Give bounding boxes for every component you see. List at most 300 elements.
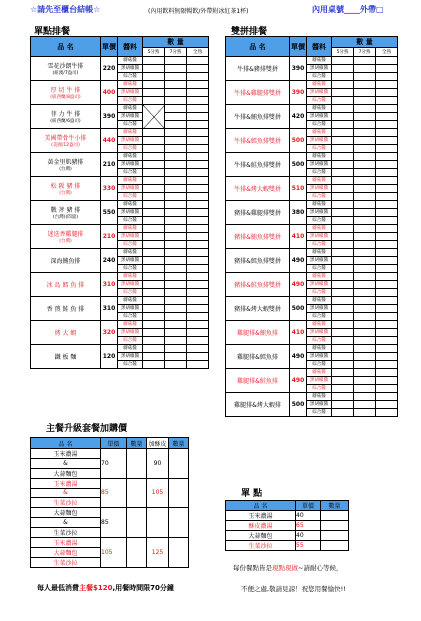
- qty-box[interactable]: [165, 57, 187, 65]
- qty-box[interactable]: [332, 281, 354, 289]
- qty-box[interactable]: [332, 201, 354, 209]
- qty-box[interactable]: [354, 353, 376, 361]
- sauce-label: 綜合醬: [307, 313, 332, 321]
- qty-box[interactable]: [187, 169, 209, 177]
- crossed-out-qty[interactable]: [143, 105, 165, 129]
- qty-box[interactable]: [187, 73, 209, 81]
- qty-box[interactable]: [332, 57, 354, 65]
- qty-box[interactable]: [376, 321, 398, 329]
- single-steak-table: [30, 36, 209, 369]
- qty-box[interactable]: [376, 385, 398, 393]
- qty-box[interactable]: [354, 305, 376, 313]
- qty-box[interactable]: [332, 369, 354, 377]
- qty-box[interactable]: [354, 65, 376, 73]
- qty-box[interactable]: [143, 217, 165, 225]
- qty-box[interactable]: [143, 329, 165, 337]
- qty-box[interactable]: [376, 177, 398, 185]
- ala-qty-box[interactable]: [321, 531, 349, 541]
- qty-box[interactable]: [187, 281, 209, 289]
- qty-box[interactable]: [187, 97, 209, 105]
- sauce-label: 綜合醬: [118, 169, 143, 177]
- qty-box[interactable]: [143, 289, 165, 297]
- qty-box[interactable]: [187, 201, 209, 209]
- qty-box[interactable]: [165, 145, 187, 153]
- qty-box[interactable]: [143, 97, 165, 105]
- qty-box[interactable]: [354, 369, 376, 377]
- qty-box[interactable]: [165, 353, 187, 361]
- qty-box[interactable]: [354, 401, 376, 409]
- qty-box[interactable]: [332, 257, 354, 265]
- qty-box[interactable]: [143, 353, 165, 361]
- qty-box[interactable]: [332, 273, 354, 281]
- qty-box[interactable]: [376, 201, 398, 209]
- qty-box[interactable]: [332, 185, 354, 193]
- qty-box[interactable]: [187, 161, 209, 169]
- qty-box[interactable]: [354, 209, 376, 217]
- upgrade-item-line: 生菜沙拉: [31, 527, 101, 537]
- qty-box[interactable]: [332, 233, 354, 241]
- qty-box[interactable]: [376, 169, 398, 177]
- qty-box[interactable]: [143, 337, 165, 345]
- qty-box[interactable]: [165, 321, 187, 329]
- qty-box[interactable]: [354, 273, 376, 281]
- qty-box[interactable]: [376, 217, 398, 225]
- item-price: 420: [290, 105, 307, 129]
- item-price: 490: [290, 273, 307, 297]
- qty-box[interactable]: [187, 113, 209, 121]
- qty-box[interactable]: [165, 137, 187, 145]
- qty-box[interactable]: [187, 65, 209, 73]
- qty-box[interactable]: [354, 321, 376, 329]
- qty-box[interactable]: [165, 129, 187, 137]
- qty-box[interactable]: [165, 89, 187, 97]
- qty-box[interactable]: [187, 305, 209, 313]
- qty-box[interactable]: [165, 297, 187, 305]
- qty-box[interactable]: [143, 265, 165, 273]
- qty-box[interactable]: [332, 329, 354, 337]
- sauce-label: 黑胡椒醬: [307, 209, 332, 217]
- qty-box[interactable]: [332, 249, 354, 257]
- qty-box[interactable]: [332, 401, 354, 409]
- qty-box[interactable]: [165, 249, 187, 257]
- qty-box[interactable]: [187, 177, 209, 185]
- qty-box[interactable]: [165, 65, 187, 73]
- qty-box[interactable]: [376, 225, 398, 233]
- qty-box[interactable]: [187, 241, 209, 249]
- ala-item-name: 玉米濃湯: [226, 511, 296, 521]
- qty-box[interactable]: [143, 257, 165, 265]
- qty-box[interactable]: [187, 193, 209, 201]
- qty-box[interactable]: [354, 57, 376, 65]
- ala-qty-box[interactable]: [321, 521, 349, 531]
- qty-box[interactable]: [165, 97, 187, 105]
- qty-box[interactable]: [165, 329, 187, 337]
- qty-box[interactable]: [376, 145, 398, 153]
- qty-box[interactable]: [376, 401, 398, 409]
- qty-box[interactable]: [143, 137, 165, 145]
- qty-box[interactable]: [165, 177, 187, 185]
- qty-box[interactable]: [354, 281, 376, 289]
- made-to-order-note: 每份餐點皆是現點現做~請耐心等候，: [233, 564, 343, 572]
- qty-box[interactable]: [165, 361, 187, 369]
- qty-box[interactable]: [187, 321, 209, 329]
- qty-box[interactable]: [376, 57, 398, 65]
- qty-box[interactable]: [143, 225, 165, 233]
- qty-box[interactable]: [187, 345, 209, 353]
- qty-box[interactable]: [187, 217, 209, 225]
- qty-box[interactable]: [187, 129, 209, 137]
- crust-qty-box[interactable]: [169, 478, 189, 508]
- qty-box[interactable]: [143, 345, 165, 353]
- qty-box[interactable]: [376, 105, 398, 113]
- qty-box[interactable]: [354, 345, 376, 353]
- qty-box[interactable]: [143, 241, 165, 249]
- qty-box[interactable]: [165, 153, 187, 161]
- qty-box[interactable]: [165, 169, 187, 177]
- qty-box[interactable]: [376, 361, 398, 369]
- qty-box[interactable]: [165, 305, 187, 313]
- sauce-label: 黑胡椒醬: [307, 257, 332, 265]
- qty-box[interactable]: [187, 209, 209, 217]
- crust-qty-box[interactable]: [169, 449, 189, 479]
- qty-box[interactable]: [354, 217, 376, 225]
- upgrade-item-line: &: [31, 488, 101, 498]
- qty-box[interactable]: [187, 81, 209, 89]
- qty-box[interactable]: [376, 65, 398, 73]
- qty-box[interactable]: [165, 289, 187, 297]
- qty-box[interactable]: [187, 361, 209, 369]
- qty-box[interactable]: [165, 105, 187, 113]
- sauce-label: 蘑菇醬: [307, 345, 332, 353]
- qty-box[interactable]: [332, 177, 354, 185]
- qty-box[interactable]: [187, 89, 209, 97]
- qty-box[interactable]: [187, 225, 209, 233]
- upgrade-item-line: 玉米濃湯: [31, 478, 101, 488]
- item-price: 310: [101, 273, 118, 297]
- qty-box[interactable]: [376, 345, 398, 353]
- qty-box[interactable]: [332, 145, 354, 153]
- item-name-cell: [31, 153, 101, 177]
- qty-box[interactable]: [354, 337, 376, 345]
- qty-box[interactable]: [187, 289, 209, 297]
- qty-box[interactable]: [354, 113, 376, 121]
- qty-box[interactable]: [354, 313, 376, 321]
- qty-box[interactable]: [354, 385, 376, 393]
- sauce-label: 綜合醬: [118, 217, 143, 225]
- qty-box[interactable]: [354, 153, 376, 161]
- qty-box[interactable]: [354, 121, 376, 129]
- qty-box[interactable]: [143, 129, 165, 137]
- qty-box[interactable]: [143, 169, 165, 177]
- qty-box[interactable]: [165, 273, 187, 281]
- qty-box[interactable]: [187, 249, 209, 257]
- upgrade-item-line: 玉米濃湯: [31, 537, 101, 547]
- qty-box[interactable]: [354, 257, 376, 265]
- qty-box[interactable]: [354, 249, 376, 257]
- qty-box[interactable]: [165, 201, 187, 209]
- qty-box[interactable]: [332, 169, 354, 177]
- qty-box[interactable]: [332, 65, 354, 73]
- qty-box[interactable]: [143, 281, 165, 289]
- qty-box[interactable]: [376, 369, 398, 377]
- qty-box[interactable]: [165, 121, 187, 129]
- qty-box[interactable]: [376, 113, 398, 121]
- qty-box[interactable]: [143, 185, 165, 193]
- qty-box[interactable]: [332, 265, 354, 273]
- qty-box[interactable]: [354, 289, 376, 297]
- qty-box[interactable]: [165, 217, 187, 225]
- qty-box[interactable]: [332, 321, 354, 329]
- qty-box[interactable]: [187, 233, 209, 241]
- qty-box[interactable]: [143, 297, 165, 305]
- qty-box[interactable]: [143, 361, 165, 369]
- qty-box[interactable]: [376, 353, 398, 361]
- qty-box[interactable]: [187, 153, 209, 161]
- table-row: [31, 297, 209, 305]
- qty-box[interactable]: [143, 233, 165, 241]
- crust-qty-box[interactable]: [169, 537, 189, 567]
- sauce-label: 蘑菇醬: [118, 201, 143, 209]
- qty-box[interactable]: [332, 129, 354, 137]
- qty-box[interactable]: [143, 57, 165, 65]
- qty-box[interactable]: [187, 145, 209, 153]
- qty-box[interactable]: [143, 193, 165, 201]
- qty-box[interactable]: [332, 105, 354, 113]
- qty-box[interactable]: [143, 65, 165, 73]
- qty-box[interactable]: [354, 201, 376, 209]
- qty-box[interactable]: [332, 161, 354, 169]
- sauce-label: 黑胡椒醬: [118, 281, 143, 289]
- qty-box[interactable]: [376, 257, 398, 265]
- table-row: [226, 201, 398, 209]
- qty-box[interactable]: [354, 361, 376, 369]
- qty-box[interactable]: [143, 145, 165, 153]
- qty-box[interactable]: [354, 393, 376, 401]
- qty-box[interactable]: [332, 217, 354, 225]
- item-name-cell: [226, 297, 290, 321]
- qty-box[interactable]: [354, 97, 376, 105]
- qty-box[interactable]: [376, 305, 398, 313]
- qty-box[interactable]: [187, 57, 209, 65]
- qty-box[interactable]: [332, 305, 354, 313]
- qty-box[interactable]: [332, 361, 354, 369]
- qty-box[interactable]: [354, 81, 376, 89]
- upgrade-qty-box[interactable]: [127, 508, 147, 538]
- qty-box[interactable]: [332, 73, 354, 81]
- qty-box[interactable]: [376, 209, 398, 217]
- qty-box[interactable]: [354, 185, 376, 193]
- qty-box[interactable]: [165, 113, 187, 121]
- sauce-label: 綜合醬: [118, 289, 143, 297]
- upgrade-qty-box[interactable]: [127, 449, 147, 479]
- qty-box[interactable]: [143, 313, 165, 321]
- qty-box[interactable]: [143, 305, 165, 313]
- qty-box[interactable]: [143, 321, 165, 329]
- qty-box[interactable]: [165, 281, 187, 289]
- qty-box[interactable]: [354, 89, 376, 97]
- qty-box[interactable]: [354, 329, 376, 337]
- qty-box[interactable]: [332, 289, 354, 297]
- qty-box[interactable]: [376, 129, 398, 137]
- qty-box[interactable]: [376, 97, 398, 105]
- qty-box[interactable]: [376, 73, 398, 81]
- qty-box[interactable]: [376, 337, 398, 345]
- qty-box[interactable]: [376, 137, 398, 145]
- qty-box[interactable]: [354, 105, 376, 113]
- item-name-cell: [226, 225, 290, 249]
- qty-box[interactable]: [187, 353, 209, 361]
- qty-box[interactable]: [354, 169, 376, 177]
- qty-box[interactable]: [143, 249, 165, 257]
- qty-box[interactable]: [165, 161, 187, 169]
- crust-price: 90: [147, 449, 169, 479]
- qty-box[interactable]: [187, 137, 209, 145]
- qty-box[interactable]: [332, 97, 354, 105]
- item-price: 500: [290, 153, 307, 177]
- qty-box[interactable]: [143, 89, 165, 97]
- qty-box[interactable]: [165, 193, 187, 201]
- qty-box[interactable]: [165, 345, 187, 353]
- qty-box[interactable]: [143, 177, 165, 185]
- item-name: 厚 切 牛 排: [50, 86, 81, 94]
- qty-box[interactable]: [376, 313, 398, 321]
- qty-box[interactable]: [354, 145, 376, 153]
- qty-box[interactable]: [165, 81, 187, 89]
- crust-qty-box[interactable]: [169, 508, 189, 538]
- qty-box[interactable]: [376, 393, 398, 401]
- qty-box[interactable]: [165, 73, 187, 81]
- qty-box[interactable]: [332, 241, 354, 249]
- qty-box[interactable]: [376, 281, 398, 289]
- qty-box[interactable]: [187, 337, 209, 345]
- item-name-cell: [226, 273, 290, 297]
- qty-box[interactable]: [332, 225, 354, 233]
- qty-box[interactable]: [376, 273, 398, 281]
- qty-box[interactable]: [354, 225, 376, 233]
- upgrade-qty-box[interactable]: [127, 478, 147, 508]
- qty-box[interactable]: [332, 313, 354, 321]
- qty-box[interactable]: [165, 265, 187, 273]
- qty-box[interactable]: [143, 153, 165, 161]
- qty-box[interactable]: [376, 249, 398, 257]
- qty-box[interactable]: [332, 393, 354, 401]
- qty-box[interactable]: [354, 265, 376, 273]
- qty-box[interactable]: [332, 337, 354, 345]
- qty-box[interactable]: [354, 377, 376, 385]
- qty-box[interactable]: [332, 209, 354, 217]
- ala-qty-box[interactable]: [321, 511, 349, 521]
- qty-box[interactable]: [354, 193, 376, 201]
- qty-box[interactable]: [143, 273, 165, 281]
- qty-box[interactable]: [165, 241, 187, 249]
- qty-box[interactable]: [354, 137, 376, 145]
- sauce-label: 綜合醬: [307, 241, 332, 249]
- qty-box[interactable]: [332, 137, 354, 145]
- qty-box[interactable]: [165, 225, 187, 233]
- qty-box[interactable]: [376, 409, 398, 417]
- qty-box[interactable]: [354, 129, 376, 137]
- qty-box[interactable]: [376, 297, 398, 305]
- qty-box[interactable]: [143, 73, 165, 81]
- qty-box[interactable]: [332, 385, 354, 393]
- qty-box[interactable]: [376, 193, 398, 201]
- qty-box[interactable]: [143, 161, 165, 169]
- qty-box[interactable]: [165, 257, 187, 265]
- qty-box[interactable]: [354, 73, 376, 81]
- qty-box[interactable]: [165, 233, 187, 241]
- qty-box[interactable]: [332, 193, 354, 201]
- qty-box[interactable]: [354, 233, 376, 241]
- qty-box[interactable]: [332, 89, 354, 97]
- qty-box[interactable]: [332, 409, 354, 417]
- qty-box[interactable]: [332, 81, 354, 89]
- qty-box[interactable]: [376, 153, 398, 161]
- qty-box[interactable]: [354, 161, 376, 169]
- qty-box[interactable]: [187, 329, 209, 337]
- ala-qty-box[interactable]: [321, 541, 349, 551]
- qty-box[interactable]: [143, 201, 165, 209]
- qty-box[interactable]: [165, 313, 187, 321]
- qty-box[interactable]: [187, 273, 209, 281]
- qty-box[interactable]: [332, 377, 354, 385]
- qty-box[interactable]: [187, 257, 209, 265]
- qty-box[interactable]: [187, 105, 209, 113]
- qty-box[interactable]: [332, 345, 354, 353]
- qty-box[interactable]: [354, 177, 376, 185]
- qty-box[interactable]: [187, 265, 209, 273]
- item-price: 390: [101, 105, 118, 129]
- item-price: 550: [101, 201, 118, 225]
- qty-box[interactable]: [376, 265, 398, 273]
- qty-box[interactable]: [354, 297, 376, 305]
- qty-box[interactable]: [332, 153, 354, 161]
- item-name: 雞腿排&烤大蝦排: [234, 402, 281, 409]
- qty-box[interactable]: [376, 121, 398, 129]
- item-price: 440: [101, 129, 118, 153]
- qty-box[interactable]: [376, 161, 398, 169]
- qty-box[interactable]: [354, 409, 376, 417]
- qty-box[interactable]: [376, 89, 398, 97]
- qty-box[interactable]: [376, 81, 398, 89]
- qty-box[interactable]: [187, 185, 209, 193]
- qty-box[interactable]: [332, 297, 354, 305]
- qty-box[interactable]: [376, 329, 398, 337]
- item-name: 雞腿排&鮪魚排: [237, 330, 278, 337]
- qty-box[interactable]: [376, 185, 398, 193]
- qty-box[interactable]: [187, 313, 209, 321]
- upgrade-qty-box[interactable]: [127, 537, 147, 567]
- sauce-label: 綜合醬: [118, 73, 143, 81]
- qty-box[interactable]: [165, 209, 187, 217]
- qty-box[interactable]: [376, 233, 398, 241]
- qty-box[interactable]: [354, 241, 376, 249]
- qty-box[interactable]: [332, 353, 354, 361]
- qty-box[interactable]: [143, 81, 165, 89]
- qty-box[interactable]: [165, 185, 187, 193]
- qty-box[interactable]: [143, 209, 165, 217]
- qty-box[interactable]: [332, 121, 354, 129]
- col-doneness-7: 7分熟: [165, 48, 187, 57]
- qty-box[interactable]: [376, 241, 398, 249]
- qty-box[interactable]: [332, 113, 354, 121]
- qty-box[interactable]: [187, 297, 209, 305]
- ala-col-name: 品 名: [226, 501, 296, 511]
- qty-box[interactable]: [165, 337, 187, 345]
- sauce-label: 黑胡椒醬: [307, 305, 332, 313]
- qty-box[interactable]: [376, 377, 398, 385]
- qty-box[interactable]: [376, 289, 398, 297]
- qty-box[interactable]: [187, 121, 209, 129]
